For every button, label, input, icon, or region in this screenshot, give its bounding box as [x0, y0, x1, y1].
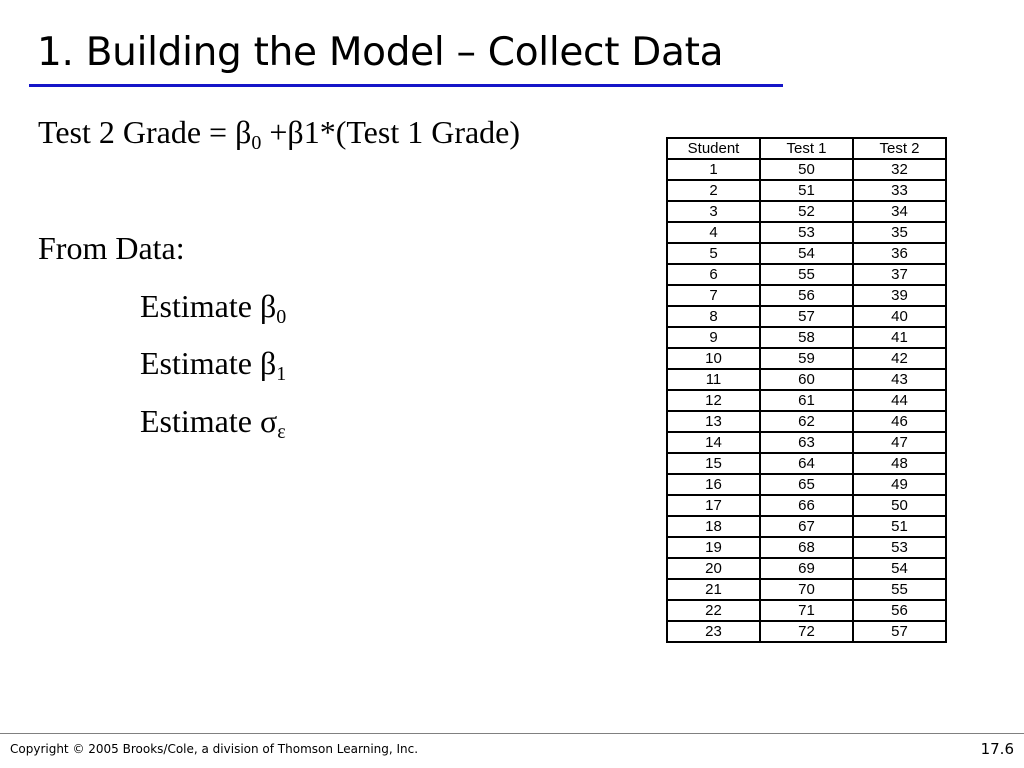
cell-test2: 33	[853, 180, 946, 201]
column-header-test2: Test 2	[853, 138, 946, 159]
cell-test2: 32	[853, 159, 946, 180]
cell-student: 12	[667, 390, 760, 411]
cell-test2: 42	[853, 348, 946, 369]
cell-test1: 57	[760, 306, 853, 327]
cell-student: 9	[667, 327, 760, 348]
cell-student: 13	[667, 411, 760, 432]
table-row	[667, 264, 946, 285]
estimate-subscript: 0	[276, 306, 287, 328]
cell-student: 10	[667, 348, 760, 369]
cell-test1: 63	[760, 432, 853, 453]
cell-test1: 59	[760, 348, 853, 369]
slide-title: 1. Building the Model – Collect Data	[37, 30, 724, 75]
cell-test2: 47	[853, 432, 946, 453]
cell-student: 15	[667, 453, 760, 474]
cell-test2: 49	[853, 474, 946, 495]
cell-test2: 40	[853, 306, 946, 327]
estimate-subscript: ε	[277, 421, 286, 443]
cell-test2: 50	[853, 495, 946, 516]
grades-table	[666, 137, 947, 643]
cell-student: 8	[667, 306, 760, 327]
from-data-heading: From Data:	[38, 230, 185, 266]
table-row	[667, 180, 946, 201]
cell-student: 11	[667, 369, 760, 390]
cell-test2: 55	[853, 579, 946, 600]
cell-student: 5	[667, 243, 760, 264]
cell-student: 6	[667, 264, 760, 285]
table-row	[667, 579, 946, 600]
cell-test2: 57	[853, 621, 946, 642]
cell-test1: 61	[760, 390, 853, 411]
cell-student: 22	[667, 600, 760, 621]
cell-test1: 55	[760, 264, 853, 285]
cell-test2: 35	[853, 222, 946, 243]
title-underline	[29, 84, 783, 87]
cell-test1: 60	[760, 369, 853, 390]
cell-test2: 48	[853, 453, 946, 474]
cell-test2: 56	[853, 600, 946, 621]
equation-rhs: +β1*(Test 1 Grade)	[261, 114, 521, 150]
cell-test1: 65	[760, 474, 853, 495]
cell-test1: 51	[760, 180, 853, 201]
table-row	[667, 369, 946, 390]
cell-test1: 52	[760, 201, 853, 222]
page-number: 17.6	[980, 740, 1014, 758]
table-row	[667, 159, 946, 180]
cell-student: 1	[667, 159, 760, 180]
table-row	[667, 558, 946, 579]
table-row	[667, 201, 946, 222]
cell-test2: 37	[853, 264, 946, 285]
equation-lhs: Test 2 Grade = β	[38, 114, 252, 150]
estimate-beta0	[140, 288, 287, 328]
table-row	[667, 495, 946, 516]
cell-test1: 62	[760, 411, 853, 432]
table-row	[667, 222, 946, 243]
cell-test2: 53	[853, 537, 946, 558]
cell-student: 17	[667, 495, 760, 516]
cell-student: 21	[667, 579, 760, 600]
table-row	[667, 411, 946, 432]
cell-student: 2	[667, 180, 760, 201]
estimate-label: Estimate β	[140, 345, 277, 381]
table-body	[667, 159, 946, 642]
cell-test1: 56	[760, 285, 853, 306]
estimate-subscript: 1	[276, 363, 287, 385]
cell-test1: 66	[760, 495, 853, 516]
cell-test2: 46	[853, 411, 946, 432]
cell-student: 14	[667, 432, 760, 453]
table-row	[667, 621, 946, 642]
cell-test2: 39	[853, 285, 946, 306]
cell-student: 18	[667, 516, 760, 537]
cell-student: 3	[667, 201, 760, 222]
cell-test1: 68	[760, 537, 853, 558]
table-row	[667, 432, 946, 453]
cell-test1: 69	[760, 558, 853, 579]
table-row	[667, 453, 946, 474]
table-row	[667, 243, 946, 264]
table-row	[667, 306, 946, 327]
estimate-label: Estimate σ	[140, 403, 278, 439]
equation-subscript: 0	[251, 132, 262, 154]
cell-student: 19	[667, 537, 760, 558]
table-row	[667, 600, 946, 621]
cell-test1: 50	[760, 159, 853, 180]
cell-student: 20	[667, 558, 760, 579]
cell-test1: 58	[760, 327, 853, 348]
cell-test1: 72	[760, 621, 853, 642]
estimate-sigma-epsilon	[140, 403, 286, 443]
cell-test2: 36	[853, 243, 946, 264]
cell-test2: 34	[853, 201, 946, 222]
cell-test2: 44	[853, 390, 946, 411]
cell-test1: 70	[760, 579, 853, 600]
cell-test1: 54	[760, 243, 853, 264]
cell-student: 4	[667, 222, 760, 243]
footer-copyright: Copyright © 2005 Brooks/Cole, a division of Thomson Learning, Inc.	[10, 742, 419, 756]
cell-test2: 51	[853, 516, 946, 537]
table-row	[667, 327, 946, 348]
cell-student: 23	[667, 621, 760, 642]
estimate-beta1	[140, 345, 287, 385]
cell-test1: 71	[760, 600, 853, 621]
table-row	[667, 537, 946, 558]
column-header-test1: Test 1	[760, 138, 853, 159]
regression-equation	[38, 114, 521, 154]
estimate-label: Estimate β	[140, 288, 277, 324]
cell-test2: 43	[853, 369, 946, 390]
cell-test1: 67	[760, 516, 853, 537]
footer-divider	[0, 733, 1024, 734]
column-header-student: Student	[667, 138, 760, 159]
table-row	[667, 348, 946, 369]
cell-student: 16	[667, 474, 760, 495]
cell-test1: 64	[760, 453, 853, 474]
table-row	[667, 390, 946, 411]
table-row	[667, 474, 946, 495]
cell-test2: 54	[853, 558, 946, 579]
table-row	[667, 516, 946, 537]
table-row	[667, 285, 946, 306]
cell-test1: 53	[760, 222, 853, 243]
cell-student: 7	[667, 285, 760, 306]
table-header-row	[667, 138, 946, 159]
cell-test2: 41	[853, 327, 946, 348]
